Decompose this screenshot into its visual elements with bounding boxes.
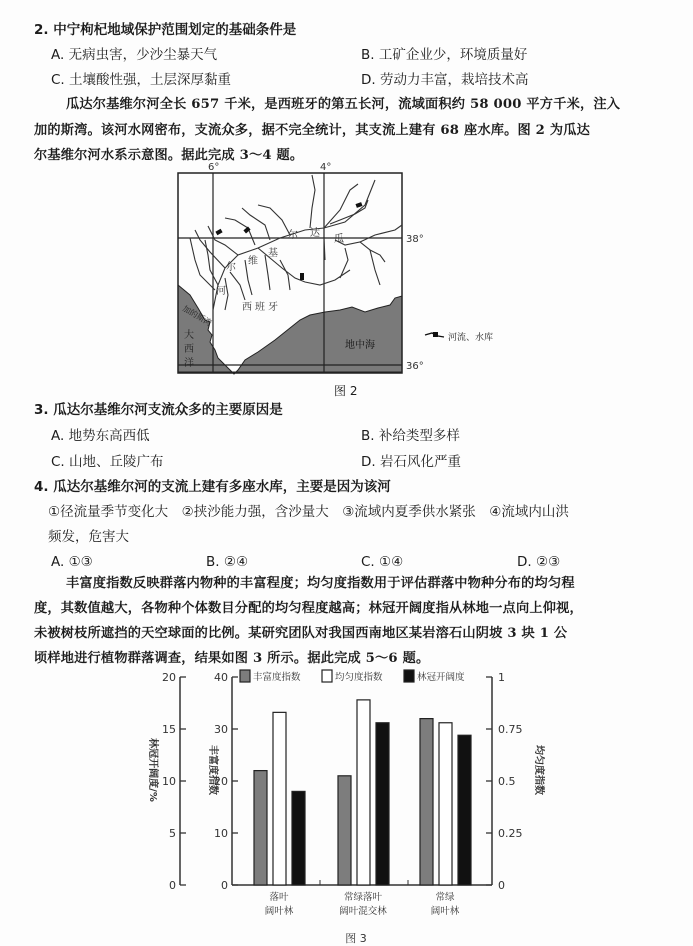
- legend-swatch: [240, 670, 250, 682]
- map-ocean-label: 大 西 洋: [184, 330, 194, 369]
- category-label: 落叶: [269, 892, 289, 903]
- right-axis-tick-label: 1: [498, 671, 505, 684]
- lat-label-36: 36°: [406, 361, 424, 372]
- figure-2-caption: 图 2: [334, 384, 358, 398]
- bar-richness: [338, 776, 351, 885]
- category-label: 阔叶林: [264, 906, 294, 917]
- q2-option-a: A. 无病虫害，少沙尘暴天气: [51, 47, 218, 63]
- middle-axis-tick-label: 40: [214, 671, 228, 684]
- q3-option-d: D. 岩石风化严重: [361, 454, 461, 470]
- bar-evenness: [357, 700, 370, 885]
- map-legend: [425, 331, 493, 343]
- q4-option-b: B. ②④: [206, 554, 249, 570]
- map-country-label: 西班牙: [242, 302, 281, 313]
- reservoir-marker: [300, 273, 304, 280]
- bar-chart: [130, 660, 570, 946]
- passage1-line: 瓜达尔基维尔河全长 657 千米，是西班牙的第五长河，流域面积约 58 000 平方千米，注入: [66, 97, 621, 112]
- q4-stem: 4. 瓜达尔基维尔河的支流上建有多座水库，主要是因为该河: [34, 479, 391, 495]
- atlantic-ocean-area: [178, 285, 402, 374]
- q4-option-c: C. ①④: [361, 554, 404, 570]
- left-axis-tick-label: 15: [162, 723, 176, 736]
- middle-axis-tick-label: 30: [214, 723, 228, 736]
- reservoir-marker: [355, 202, 362, 208]
- river-name-char: 尔: [288, 230, 298, 241]
- q4-statements-line2: 频发，危害大: [48, 529, 129, 545]
- right-axis-tick-label: 0.75: [498, 723, 523, 736]
- middle-axis-tick-label: 10: [214, 827, 228, 840]
- passage2-line: 丰富度指数反映群落内物种的丰富程度；均匀度指数用于评估群落中物种分布的均匀程: [66, 576, 575, 591]
- right-axis-tick-label: 0: [498, 879, 505, 892]
- lon-label-4: 4°: [320, 162, 332, 173]
- legend-swatch: [404, 670, 414, 682]
- river-map: [170, 160, 530, 400]
- right-axis-tick-label: 0.25: [498, 827, 523, 840]
- q2-option-b: B. 工矿企业少，环境质量好: [361, 47, 528, 63]
- river-name-char: 尔: [226, 262, 236, 273]
- left-axis-tick-label: 5: [169, 827, 176, 840]
- river-name-char: 维: [248, 256, 258, 267]
- lat-label-38: 38°: [406, 234, 424, 245]
- middle-axis-title: 丰富度指数: [207, 745, 218, 795]
- right-axis-title: 均匀度指数: [533, 745, 544, 795]
- legend-swatch: [322, 670, 332, 682]
- passage2-line: 未被树枝所遮挡的天空球面的比例。某研究团队对我国西南地区某岩溶石山阴坡 3 块 1 公: [34, 626, 568, 641]
- bar-richness: [254, 771, 267, 885]
- q2-stem: 2. 中宁枸杞地域保护范围划定的基础条件是: [34, 22, 297, 38]
- legend-label: 均匀度指数: [335, 672, 383, 683]
- q4-statements-line1: ①径流量季节变化大 ②挟沙能力强，含沙量大 ③流域内夏季供水紧张 ④流域内山洪: [48, 504, 569, 520]
- map-bay-label: 加的斯湾: [181, 303, 214, 328]
- category-label: 常绿落叶: [343, 892, 383, 903]
- category-label: 阔叶林: [430, 906, 460, 917]
- middle-axis-tick-label: 20: [214, 775, 228, 788]
- river-name-char: 瓜: [334, 234, 344, 245]
- q4-option-a: A. ①③: [51, 554, 93, 570]
- reservoir-marker: [215, 229, 222, 235]
- bar-evenness: [439, 723, 452, 885]
- q4-option-d: D. ②③: [517, 554, 561, 570]
- legend-label: 丰富度指数: [253, 672, 301, 683]
- passage1-line: 加的斯湾。该河水网密布，支流众多，据不完全统计，其支流上建有 68 座水库。图 2 为瓜达: [34, 123, 591, 138]
- river-name-char: 基: [268, 248, 278, 259]
- figure-3-caption: 图 3: [345, 932, 367, 945]
- q3-stem: 3. 瓜达尔基维尔河支流众多的主要原因是: [34, 402, 283, 418]
- passage2-line: 顷样地进行植物群落调查，结果如图 3 所示。据此完成 5～6 题。: [34, 651, 430, 666]
- category-label: 常绿: [435, 892, 455, 903]
- lon-label-6: 6°: [208, 162, 220, 173]
- bar-richness: [420, 719, 433, 885]
- map-sea-label: 地中海: [345, 340, 375, 351]
- left-axis-tick-label: 20: [162, 671, 176, 684]
- q2-option-d: D. 劳动力丰富，栽培技术高: [361, 72, 529, 88]
- right-axis-tick-label: 0.5: [498, 775, 516, 788]
- q3-option-b: B. 补给类型多样: [361, 428, 460, 444]
- bar-evenness: [273, 712, 286, 885]
- left-axis-tick-label: 0: [169, 879, 176, 892]
- middle-axis-tick-label: 0: [221, 879, 228, 892]
- passage1-line: 尔基维尔河水系示意图。据此完成 3～4 题。: [34, 148, 304, 163]
- river-name-char: 河: [216, 286, 226, 297]
- legend-label: 林冠开阔度: [417, 672, 465, 683]
- river-name-char: 达: [310, 228, 320, 239]
- q3-option-a: A. 地势东高西低: [51, 428, 150, 444]
- q2-option-c: C. 土壤酸性强，土层深厚黏重: [51, 72, 232, 88]
- q3-option-c: C. 山地、丘陵广布: [51, 454, 164, 470]
- legend-label: 河流、水库: [448, 333, 494, 343]
- bar-canopy: [458, 735, 471, 885]
- left-axis-title: 林冠开阔度/%: [147, 738, 158, 802]
- category-label: 阔叶混交林: [339, 906, 387, 917]
- bar-canopy: [376, 723, 389, 885]
- bar-canopy: [292, 791, 305, 885]
- passage2-line: 度，其数值越大，各物种个体数目分配的均匀程度越高；林冠开阔度指从林地一点向上仰视，: [34, 601, 583, 616]
- left-axis-tick-label: 10: [162, 775, 176, 788]
